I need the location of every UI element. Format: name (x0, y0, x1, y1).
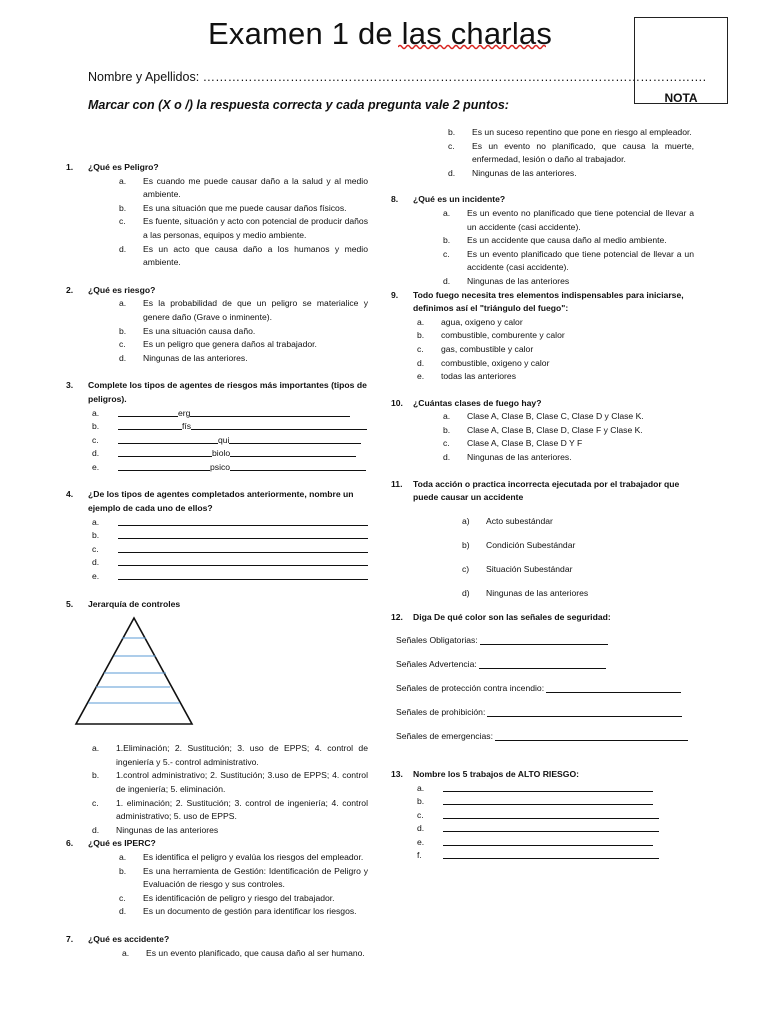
question-text: ¿Qué es un incidente? (413, 194, 506, 205)
question-12 (391, 611, 694, 744)
answer-row[interactable] (417, 822, 694, 836)
option[interactable]: d. combustible, oxigeno y calor (417, 357, 550, 368)
question-10 (391, 397, 694, 465)
grade-box[interactable] (634, 17, 728, 104)
answer-row[interactable] (417, 809, 694, 823)
option[interactable]: a. Es cuando me puede causar daño a la salud y al medio ambiente. (119, 175, 368, 200)
option-letter: c. (92, 434, 99, 445)
question-text: ¿Qué es IPERC? (88, 838, 156, 849)
question-number: 1. (66, 162, 74, 172)
option-letter: c. (417, 809, 424, 820)
field-label: Señales Obligatorias: (396, 635, 478, 646)
blank-line[interactable] (118, 556, 368, 566)
blank-line[interactable] (443, 795, 653, 805)
sign-color-field[interactable] (396, 682, 694, 696)
sign-color-field[interactable] (396, 658, 694, 672)
option[interactable]: b. Es un suceso repentino que pone en riesgo al empleador. (448, 127, 692, 137)
question-7-continued (391, 126, 694, 180)
question-number: 4. (66, 489, 74, 500)
option[interactable]: c. Es un evento planificado que tiene potencial de llevar a un accidente (casi accidente). (443, 248, 694, 273)
answer-row[interactable] (417, 849, 694, 863)
option[interactable]: a. Es un evento planificado, que causa daño al ser humano. (122, 947, 365, 958)
option-letter: a. (417, 782, 425, 793)
question-2 (66, 284, 368, 366)
blank-line[interactable] (479, 658, 606, 669)
option[interactable]: b. Es una situación que me puede causar daños físicos. (119, 202, 347, 213)
field-label: Señales de protección contra incendio: (396, 683, 545, 694)
option-letter: e. (92, 461, 100, 472)
prefix-text: fís (182, 421, 192, 432)
blank-line[interactable] (495, 730, 688, 741)
option[interactable]: b. combustible, comburente y calor (417, 330, 565, 341)
field-label: Señales de prohibición: (396, 707, 486, 718)
blank-line[interactable] (118, 543, 368, 553)
question-text: ¿Qué es Peligro? (88, 162, 159, 172)
option[interactable]: b. Es un accidente que causa daño al medio ambiente. (443, 235, 667, 246)
grade-label: NOTA (664, 91, 698, 105)
question-number: 8. (391, 194, 399, 205)
question-number: 10. (391, 397, 403, 408)
question-text: Jerarquía de controles (88, 598, 181, 609)
blank-line[interactable] (118, 529, 368, 539)
option-letter: b. (92, 421, 100, 432)
sign-color-field[interactable] (396, 706, 694, 720)
blank-line[interactable] (118, 516, 368, 526)
question-number: 7. (66, 933, 74, 944)
option[interactable]: a. Clase A, Clase B, Clase C, Clase D y Clase K. (443, 411, 644, 422)
blank-line[interactable] (118, 407, 178, 417)
fill-blank-row[interactable] (92, 447, 368, 461)
option-letter: d. (417, 823, 425, 834)
right-column (391, 126, 694, 863)
option[interactable]: a. agua, oxigeno y calor (417, 316, 523, 327)
blank-line[interactable] (487, 706, 682, 717)
question-3 (66, 379, 368, 474)
blank-line[interactable] (118, 434, 218, 444)
question-7 (66, 933, 368, 960)
option[interactable]: d. Ningunas de las anteriores. (443, 452, 572, 463)
option[interactable]: d. Ningunas de las anteriores (92, 824, 219, 835)
question-text: Complete los tipos de agentes de riesgos más importantes (tipos de peligros). (88, 380, 367, 404)
option-letter: d. (92, 557, 100, 568)
option-letter: b. (417, 796, 425, 807)
question-number: 11. (391, 478, 403, 489)
field-label: Señales de emergencias: (396, 731, 493, 742)
question-1 (66, 161, 368, 270)
blank-line[interactable] (118, 420, 182, 430)
option-letter: a. (92, 407, 100, 418)
question-text: Diga De qué color son las señales de seguridad: (413, 611, 611, 622)
blank-line[interactable] (546, 682, 681, 693)
exam-title: Examen 1 de las charlas (208, 16, 553, 51)
prefix-text: biolo (212, 448, 231, 459)
option-letter: d. (92, 448, 100, 459)
option[interactable]: c. Es fuente, situación y acto con potencial de producir daños a las personas, equipos y medio ambiente. (119, 216, 368, 240)
option[interactable]: d. Es un acto que causa daño a los humanos y medio ambiente. (119, 243, 368, 268)
blank-line[interactable] (229, 434, 361, 444)
fill-blank-row[interactable] (92, 407, 368, 421)
question-text: Toda acción o practica incorrecta ejecutada por el trabajador que puede causar un accidente (413, 478, 680, 503)
question-4 (66, 488, 368, 583)
blank-line[interactable] (118, 461, 210, 471)
option[interactable]: b) Condición Subestándar (462, 539, 576, 550)
option-letter: a. (92, 516, 100, 527)
fill-blank-row[interactable] (92, 434, 368, 448)
question-number: 12. (391, 611, 403, 622)
field-label: Señales Advertencia: (396, 659, 477, 670)
question-11 (391, 478, 694, 601)
control-hierarchy-pyramid (74, 616, 194, 728)
question-text: ¿Cuántas clases de fuego hay? (413, 397, 542, 408)
fill-blank-row[interactable] (92, 461, 368, 475)
blank-line[interactable] (443, 836, 653, 846)
blank-line[interactable] (191, 420, 367, 430)
option-letter: f. (417, 850, 422, 861)
answer-row[interactable] (92, 516, 368, 530)
answer-row[interactable] (417, 836, 694, 850)
option[interactable]: b. 1.control administrativo; 2. Sustitución; 3.uso de EPPS; 4. control de ingeniería; 5. eliminación. (92, 770, 368, 794)
blank-line[interactable] (118, 447, 212, 457)
option[interactable]: a. 1.Eliminación; 2. Sustitución; 3. uso de EPPS; 4. control de ingeniería y 5.- control administrativo. (92, 743, 368, 767)
option[interactable]: b. Es una situación causa daño. (119, 325, 256, 336)
option[interactable]: d. Ningunas de las anteriores. (448, 167, 577, 178)
option[interactable]: d) Ningunas de las anteriores (462, 587, 589, 598)
question-text: ¿Qué es accidente? (88, 933, 170, 944)
answer-row[interactable] (92, 556, 368, 570)
question-text: ¿Qué es riesgo? (88, 284, 156, 295)
question-8 (391, 193, 694, 288)
option[interactable]: c. Clase A, Clase B, Clase D Y F (443, 438, 583, 449)
blank-line[interactable] (230, 461, 366, 471)
fill-blank-row[interactable] (92, 420, 368, 434)
blank-line[interactable] (443, 782, 653, 792)
question-number: 9. (391, 289, 399, 300)
option[interactable]: a. Es la probabilidad de que un peligro se materialice y genere daño (Grave o inminente). (119, 298, 368, 322)
option[interactable]: d. Ningunas de las anteriores. (119, 352, 248, 363)
option-letter: e. (92, 571, 100, 582)
instructions: Marcar con (X o /) la respuesta correcta y cada pregunta vale 2 puntos: (88, 98, 509, 112)
question-number: 3. (66, 380, 74, 391)
blank-line[interactable] (118, 570, 368, 580)
spellcheck-underline (398, 44, 546, 50)
option[interactable]: c. Es un evento no planificado, que causa la muerte, enfermedad, lesión o daño al trabajador. (448, 140, 694, 165)
question-5 (66, 598, 368, 838)
prefix-text: qui (218, 434, 230, 445)
question-number: 13. (391, 768, 403, 779)
option-letter: e. (417, 836, 425, 847)
question-6 (66, 837, 368, 919)
question-13 (391, 768, 694, 863)
blank-line[interactable] (230, 447, 356, 457)
question-9 (391, 289, 694, 384)
question-number: 5. (66, 598, 74, 609)
name-field[interactable]: Nombre y Apellidos: …………………………………………………………………………………………………………. (88, 70, 707, 84)
question-number: 2. (66, 284, 74, 295)
sign-color-field[interactable] (396, 730, 694, 744)
option[interactable]: a. Es un evento no planificado que tiene potencial de llevar a un accidente (casi accidente). (443, 207, 694, 232)
blank-line[interactable] (443, 809, 659, 819)
blank-line[interactable] (480, 634, 608, 645)
answer-row[interactable] (92, 543, 368, 557)
option[interactable]: d. Es un documento de gestión para identificar los riesgos. (119, 906, 357, 917)
option[interactable]: e. todas las anteriores (417, 371, 516, 382)
question-text: Nombre los 5 trabajos de ALTO RIESGO: (413, 768, 580, 779)
blank-line[interactable] (443, 849, 659, 859)
option[interactable]: b. Es una herramienta de Gestión: Identificación de Peligro y Evaluación de riesgo y sus controles. (119, 865, 368, 890)
option[interactable]: c. Es un peligro que genera daños al trabajador. (119, 339, 317, 350)
option[interactable]: b. Clase A, Clase B, Clase D, Clase F y Clase K. (443, 424, 643, 435)
sign-color-field[interactable] (396, 634, 694, 648)
prefix-text: erg (178, 407, 191, 418)
blank-line[interactable] (190, 407, 350, 417)
option[interactable]: c. gas, combustible y calor (417, 343, 534, 354)
option[interactable]: c) Situación Subestándar (462, 563, 573, 574)
question-number: 6. (66, 838, 74, 849)
answer-row[interactable] (92, 529, 368, 543)
option[interactable]: a. Es identifica el peligro y evalúa los riesgos del empleador. (119, 851, 364, 862)
prefix-text: psico (210, 461, 231, 472)
answer-row[interactable] (92, 570, 368, 584)
question-text: ¿De los tipos de agentes completados anteriormente, nombre un ejemplo de cada uno de ellos? (88, 489, 354, 514)
left-column (66, 161, 368, 960)
blank-line[interactable] (443, 822, 659, 832)
answer-row[interactable] (417, 782, 694, 796)
option-letter: c. (92, 543, 99, 554)
option[interactable]: c. Es identificación de peligro y riesgo del trabajador. (119, 892, 335, 903)
answer-row[interactable] (417, 795, 694, 809)
option[interactable]: d. Ningunas de las anteriores (443, 275, 570, 286)
question-text: Todo fuego necesita tres elementos indispensables para iniciarse, definimos así el "triángulo del fuego": (413, 289, 684, 314)
option[interactable]: a) Acto subestándar (462, 515, 553, 526)
option[interactable]: c. 1. eliminación; 2. Sustitución; 3. control de ingeniería; 4. control administrativo; 5. uso de EPPS. (92, 797, 368, 822)
option-letter: b. (92, 530, 100, 541)
